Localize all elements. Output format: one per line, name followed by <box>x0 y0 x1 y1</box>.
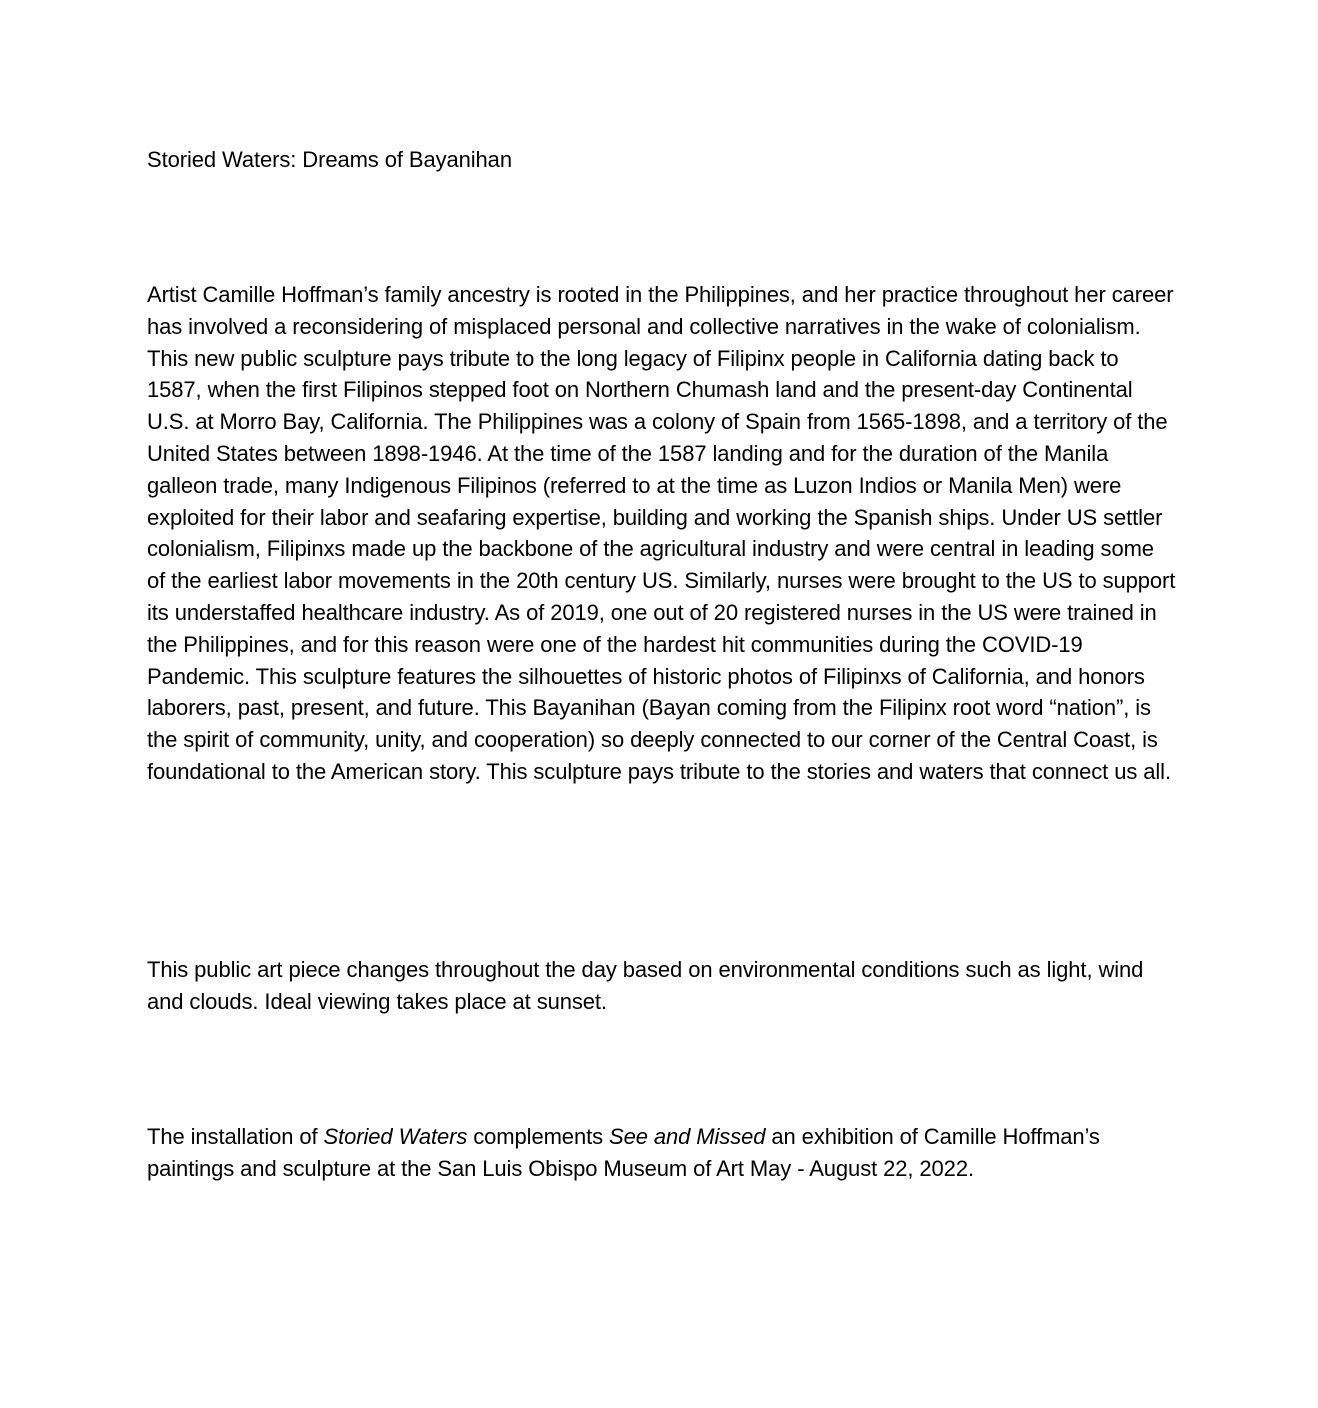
paragraph-viewing-note: This public art piece changes throughout the day based on environmental conditions such as light, wind and clouds. Ideal viewing takes place at sunset. <box>147 957 1144 1014</box>
paragraph-exhibition-note <box>147 1121 1177 1185</box>
paragraph-text-segment: complements <box>467 1124 610 1149</box>
paragraph-artist-statement: Artist Camille Hoffman’s family ancestry is rooted in the Philippines, and her practice throughout her career has involved a reconsidering of misplaced personal and collective narratives in the wake of colonialism. This new public sculpture pays tribute to the long legacy of Filipinx people in California dating back to 1587, when the first Filipinos stepped foot on Northern Chumash land and the present-day Continental U.S. at Morro Bay, California. The Philippines was a colony of Spain from 1565-1898, and a territory of the United States between 1898-1946. At the time of the 1587 landing and for the duration of the Manila galleon trade, many Indigenous Filipinos (referred to at the time as Luzon Indios or Manila Men) were exploited for their labor and seafaring expertise, building and working the Spanish ships. Under US settler colonialism, Filipinxs made up the backbone of the agricultural industry and were central in leading some of the earliest labor movements in the 20th century US. Similarly, nurses were brought to the US to support its understaffed healthcare industry. As of 2019, one out of 20 registered nurses in the US were trained in the Philippines, and for this reason were one of the hardest hit communities during the COVID-19 Pandemic. This sculpture features the silhouettes of historic photos of Filipinxs of California, and honors laborers, past, present, and future. This Bayanihan (Bayan coming from the Filipinx root word “nation”, is the spirit of community, unity, and cooperation) so deeply connected to our corner of the Central Coast, is foundational to the American story. This sculpture pays tribute to the stories and waters that connect us all. <box>147 282 1176 784</box>
exhibition-title-italic: See and Missed <box>609 1124 766 1149</box>
artwork-title-italic: Storied Waters <box>323 1124 468 1149</box>
paragraph-text-segment: an exhibition of Camille Hoffman’s paintings and sculpture at the San Luis Obispo Museum of Art May - August 22, 2022. <box>147 1124 1100 1181</box>
document-title: Storied Waters: Dreams of Bayanihan <box>147 147 512 172</box>
paragraph-text-segment: The installation of <box>147 1124 324 1149</box>
